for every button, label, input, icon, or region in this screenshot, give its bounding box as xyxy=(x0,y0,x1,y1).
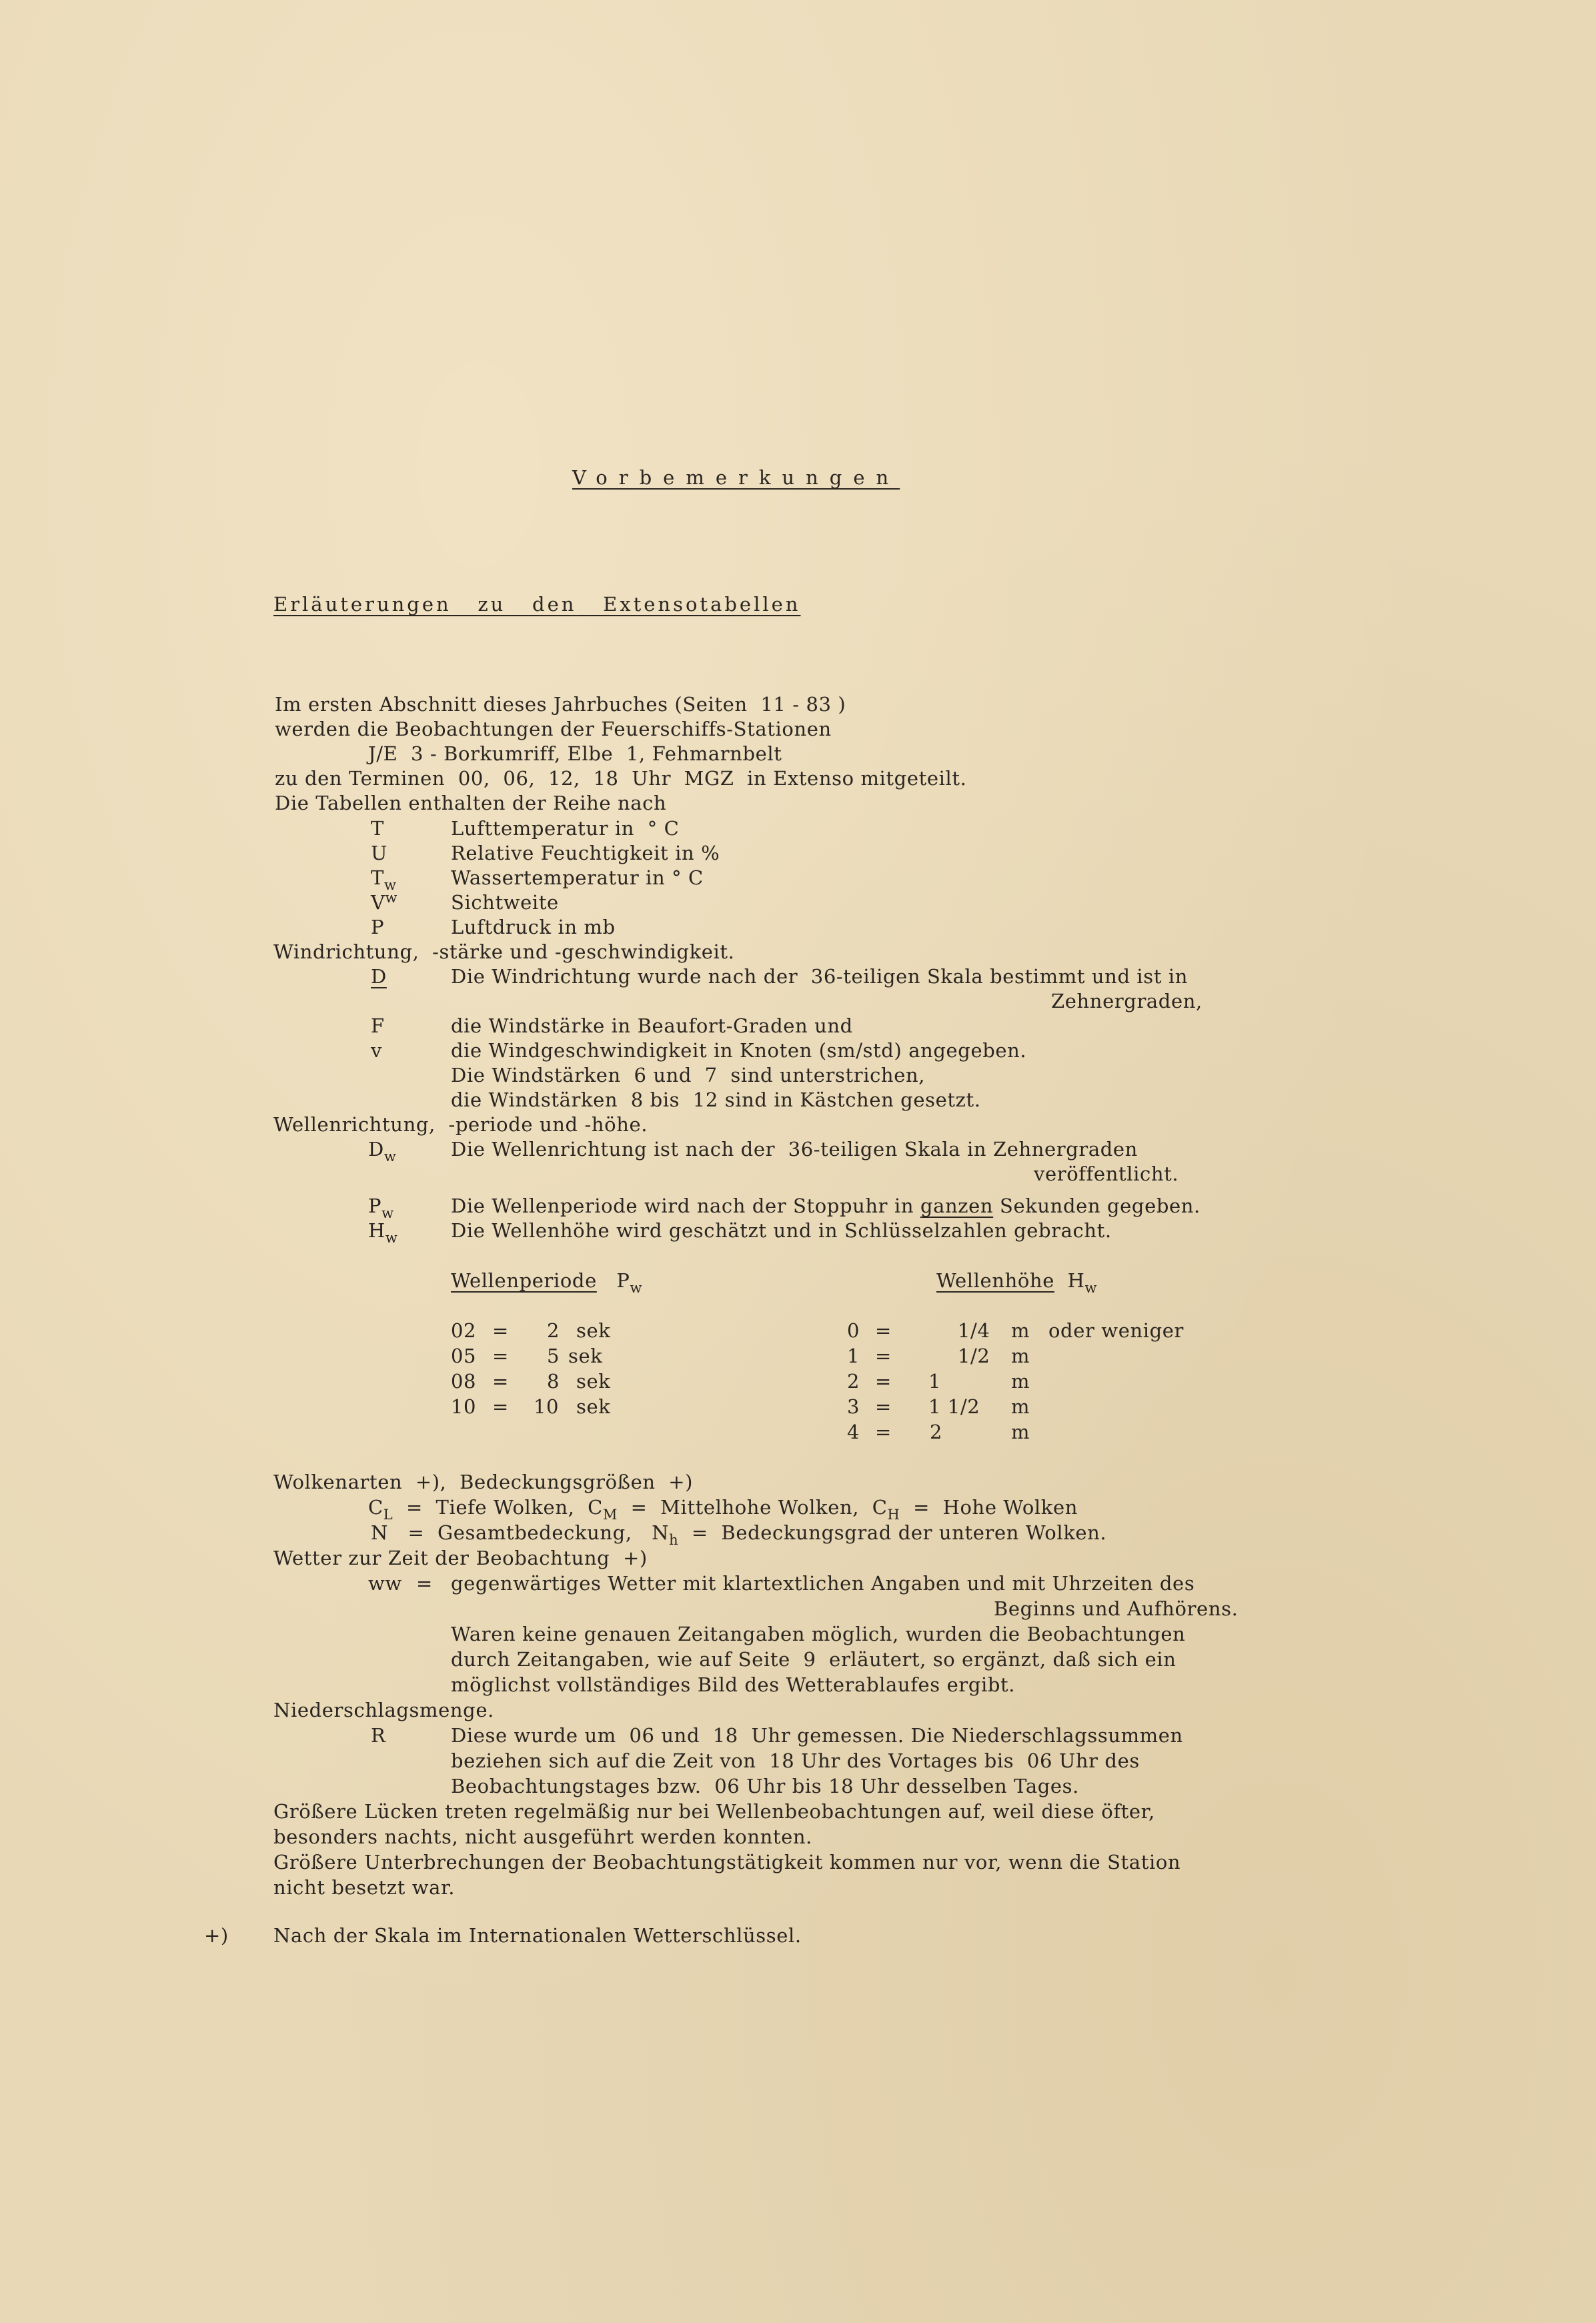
period-val-0: 2 xyxy=(547,1319,560,1342)
period-eq-1: = xyxy=(492,1345,509,1367)
param-text-p: Luftdruck in mb xyxy=(451,916,616,938)
period-code-3: 10 xyxy=(451,1395,477,1418)
param-text-vw: Sichtweite xyxy=(451,891,559,914)
weather-symbol-ww: ww xyxy=(368,1572,402,1595)
subtitle-word-3: den xyxy=(532,593,577,616)
height-eq-3: = xyxy=(875,1395,892,1418)
clouds-heading: Wolkenarten +), Bedeckungsgrößen +) xyxy=(273,1471,694,1493)
ch-text: = Hohe Wolken xyxy=(913,1496,1078,1519)
closing-line-2: besonders nachts, nicht ausgeführt werden konnten. xyxy=(273,1825,813,1848)
height-unit-3: m xyxy=(1011,1395,1030,1418)
param-text-tw: Wassertemperatur in ° C xyxy=(451,866,704,889)
wind-note-1: Die Windstärken 6 und 7 sind unterstrichen, xyxy=(451,1064,926,1086)
height-code-3: 3 xyxy=(847,1395,860,1418)
period-unit-0: sek xyxy=(576,1319,611,1342)
waves-text-dw: Die Wellenrichtung ist nach der 36-teiligen Skala in Zehnergraden xyxy=(451,1138,1138,1160)
param-symbol-u: U xyxy=(371,842,388,864)
param-symbol-tw-sub: w xyxy=(383,877,397,893)
wind-symbol-d: D xyxy=(371,965,387,988)
intro-line-3: J/E 3 - Borkumriff, Elbe 1, Fehmarnbelt xyxy=(368,742,782,765)
intro-line-1: Im ersten Abschnitt dieses Jahrbuches (Seiten 11 - 83 ) xyxy=(275,693,846,716)
period-table-header xyxy=(451,1269,643,1296)
period-unit-3: sek xyxy=(576,1395,611,1418)
param-symbol-p: P xyxy=(371,916,385,938)
n-text: = Gesamtbedeckung, xyxy=(408,1521,632,1544)
height-eq-1: = xyxy=(875,1345,892,1367)
param-symbol-t: T xyxy=(371,817,384,840)
nh-symbol: N xyxy=(652,1521,670,1544)
height-note-0: oder weniger xyxy=(1048,1319,1184,1342)
cm-symbol: C xyxy=(588,1496,603,1519)
waves-text-hw: Die Wellenhöhe wird geschätzt und in Schlüsselzahlen gebracht. xyxy=(451,1219,1112,1242)
cm-text: = Mittelhohe Wolken, xyxy=(630,1496,860,1519)
period-unit-2: sek xyxy=(576,1370,611,1393)
cl-text: = Tiefe Wolken, xyxy=(406,1496,575,1519)
weather-para-2: durch Zeitangaben, wie auf Seite 9 erläutert, so ergänzt, daß sich ein xyxy=(451,1648,1176,1671)
period-unit-1: sek xyxy=(568,1345,603,1367)
clouds-line-1 xyxy=(368,1495,1078,1523)
height-val-2: 1 xyxy=(928,1370,942,1393)
period-table-title: Wellenperiode xyxy=(451,1269,597,1292)
waves-text-pw-a: Die Wellenperiode wird nach der Stoppuhr in xyxy=(451,1195,920,1217)
height-code-1: 1 xyxy=(847,1345,860,1367)
waves-symbol-hw-sub: w xyxy=(385,1230,398,1246)
waves-symbol-hw xyxy=(368,1219,398,1246)
waves-text-pw xyxy=(451,1194,1201,1218)
waves-symbol-dw-main: D xyxy=(368,1138,384,1160)
wind-symbol-v: v xyxy=(371,1039,382,1062)
cm-symbol-sub: M xyxy=(602,1507,618,1523)
precip-line-2: beziehen sich auf die Zeit von 18 Uhr des Vortages bis 06 Uhr des xyxy=(451,1749,1140,1772)
closing-line-1: Größere Lücken treten regelmäßig nur bei Wellenbeobachtungen auf, weil diese öfter, xyxy=(273,1800,1155,1823)
waves-text-pw-emphasis: ganzen xyxy=(920,1195,994,1217)
waves-symbol-dw xyxy=(368,1137,397,1165)
waves-symbol-pw-sub: w xyxy=(381,1205,394,1221)
height-val-4: 2 xyxy=(930,1421,943,1443)
precip-heading: Niederschlagsmenge. xyxy=(273,1699,494,1721)
waves-symbol-pw xyxy=(368,1194,394,1221)
height-code-4: 4 xyxy=(847,1421,860,1443)
wind-text-v: die Windgeschwindigkeit in Knoten (sm/std) angegeben. xyxy=(451,1039,1027,1062)
wind-text-f: die Windstärke in Beaufort-Graden und xyxy=(451,1014,853,1037)
waves-text-pw-c: Sekunden gegeben. xyxy=(993,1195,1201,1217)
nh-symbol-sub: h xyxy=(669,1532,679,1548)
waves-symbol-hw-main: H xyxy=(368,1219,385,1242)
height-val-3: 1 1/2 xyxy=(928,1395,980,1418)
period-val-2: 8 xyxy=(547,1370,560,1393)
param-symbol-tw-main: T xyxy=(371,866,384,889)
wind-symbol-f: F xyxy=(371,1014,385,1037)
precip-symbol-r: R xyxy=(371,1724,386,1747)
wind-heading: Windrichtung, -stärke und -geschwindigkeit. xyxy=(273,940,735,963)
footnote-text: Nach der Skala im Internationalen Wetterschlüssel. xyxy=(273,1924,802,1947)
ch-symbol: C xyxy=(872,1496,888,1519)
period-eq-0: = xyxy=(492,1319,509,1342)
subtitle-word-1: Erläuterungen xyxy=(273,593,452,616)
period-table-symbol-sub: w xyxy=(630,1280,643,1296)
closing-line-3: Größere Unterbrechungen der Beobachtungstätigkeit kommen nur vor, wenn die Station xyxy=(273,1851,1181,1873)
section-subtitle xyxy=(273,592,800,616)
period-table-symbol: P xyxy=(616,1269,630,1292)
waves-symbol-pw-main: P xyxy=(368,1195,382,1217)
wind-note-2: die Windstärken 8 bis 12 sind in Kästchen gesetzt. xyxy=(451,1088,981,1111)
footnote-mark: +) xyxy=(204,1924,229,1947)
weather-ww-eq: = xyxy=(416,1572,433,1595)
period-eq-2: = xyxy=(492,1370,509,1393)
closing-line-4: nicht besetzt war. xyxy=(273,1876,456,1899)
wind-text-d: Die Windrichtung wurde nach der 36-teiligen Skala bestimmt und ist in xyxy=(451,965,1188,988)
n-symbol: N xyxy=(371,1521,388,1544)
clouds-line-2 xyxy=(371,1521,1107,1548)
height-eq-4: = xyxy=(875,1421,892,1443)
weather-para-1: Waren keine genauen Zeitangaben möglich, wurden die Beobachtungen xyxy=(451,1623,1186,1645)
height-unit-0: m xyxy=(1011,1319,1030,1342)
intro-line-2: werden die Beobachtungen der Feuerschiffs-Stationen xyxy=(275,718,832,740)
height-table-title: Wellenhöhe xyxy=(936,1269,1054,1292)
param-symbol-vw-sup: w xyxy=(385,890,398,906)
nh-text: = Bedeckungsgrad der unteren Wolken. xyxy=(691,1521,1107,1544)
period-code-0: 02 xyxy=(451,1319,477,1342)
waves-heading: Wellenrichtung, -periode und -höhe. xyxy=(273,1113,648,1136)
height-table-header xyxy=(936,1269,1098,1296)
height-val-0: 1/4 xyxy=(958,1319,990,1342)
intro-line-4: zu den Terminen 00, 06, 12, 18 Uhr MGZ in Extenso mitgeteilt. xyxy=(275,767,967,790)
height-table-symbol-sub: w xyxy=(1084,1280,1098,1296)
period-val-1: 5 xyxy=(547,1345,560,1367)
waves-symbol-dw-sub: w xyxy=(383,1148,397,1165)
param-text-u: Relative Feuchtigkeit in % xyxy=(451,842,720,864)
wind-text-d-cont: Zehnergraden, xyxy=(1051,990,1203,1012)
weather-para-3: möglichst vollständiges Bild des Wetterablaufes ergibt. xyxy=(451,1673,1016,1696)
precip-line-1: Diese wurde um 06 und 18 Uhr gemessen. Die Niederschlagssummen xyxy=(451,1724,1183,1747)
waves-text-dw-cont: veröffentlicht. xyxy=(1034,1163,1179,1185)
param-symbol-tw xyxy=(371,866,397,893)
cl-symbol: C xyxy=(368,1496,383,1519)
height-code-2: 2 xyxy=(847,1370,860,1393)
weather-ww-text-cont: Beginns und Aufhörens. xyxy=(994,1597,1239,1620)
height-val-1: 1/2 xyxy=(958,1345,990,1367)
period-code-1: 05 xyxy=(451,1345,477,1367)
period-eq-3: = xyxy=(492,1395,509,1418)
precip-line-3: Beobachtungstages bzw. 06 Uhr bis 18 Uhr desselben Tages. xyxy=(451,1775,1079,1797)
ch-symbol-sub: H xyxy=(887,1507,900,1523)
param-symbol-vw-main: V xyxy=(371,891,385,914)
weather-heading: Wetter zur Zeit der Beobachtung +) xyxy=(273,1547,648,1569)
height-eq-2: = xyxy=(875,1370,892,1393)
period-code-2: 08 xyxy=(451,1370,477,1393)
weather-ww-text: gegenwärtiges Wetter mit klartextlichen Angaben und mit Uhrzeiten des xyxy=(451,1572,1195,1595)
param-symbol-vw xyxy=(371,890,397,914)
height-eq-0: = xyxy=(875,1319,892,1342)
intro-line-5: Die Tabellen enthalten der Reihe nach xyxy=(275,792,667,814)
param-text-t: Lufttemperatur in ° C xyxy=(451,817,680,840)
height-unit-2: m xyxy=(1011,1370,1030,1393)
cl-symbol-sub: L xyxy=(383,1507,393,1523)
height-code-0: 0 xyxy=(847,1319,860,1342)
height-unit-1: m xyxy=(1011,1345,1030,1367)
period-val-3: 10 xyxy=(534,1395,560,1418)
subtitle-word-2: zu xyxy=(478,593,506,616)
height-unit-4: m xyxy=(1011,1421,1030,1443)
height-table-symbol: H xyxy=(1067,1269,1085,1292)
page-title: Vorbemerkungen xyxy=(572,466,900,489)
subtitle-word-4: Extensotabellen xyxy=(603,593,801,616)
